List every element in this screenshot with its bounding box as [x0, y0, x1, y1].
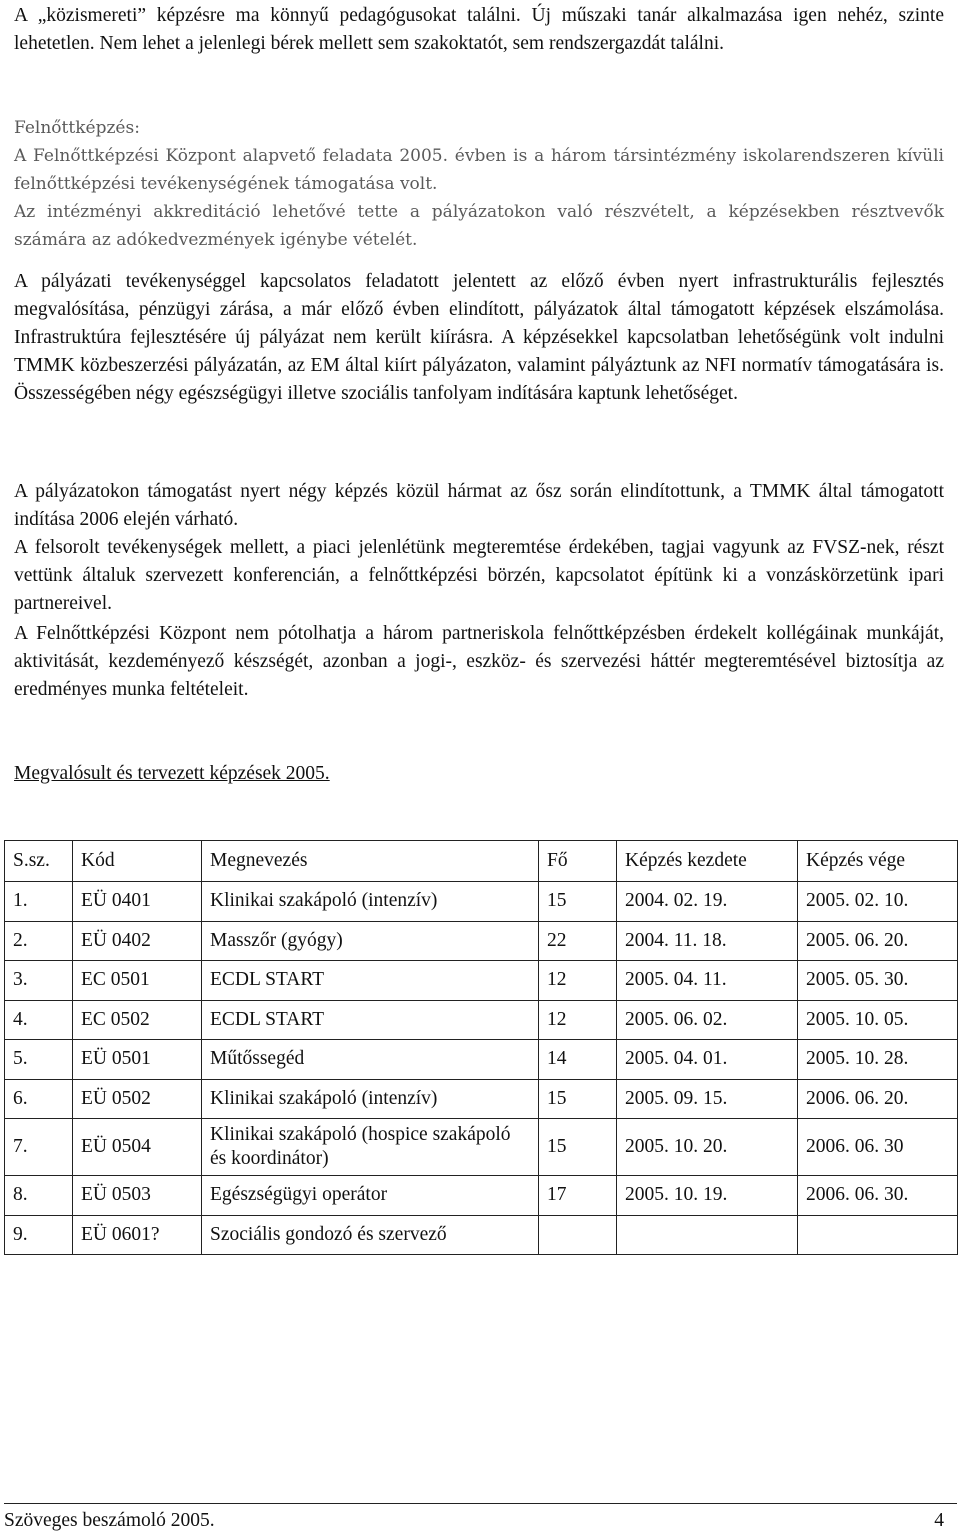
cell-name: Masszőr (gyógy)	[202, 921, 539, 961]
cell-start: 2004. 02. 19.	[617, 882, 798, 922]
paragraph-courses-started: A pályázatokon támogatást nyert négy képzés közül hármat az ősz során elindítottunk, a TMMK által támogatott indítása 2006 elején várható.	[14, 481, 944, 530]
cell-end: 2006. 06. 30.	[798, 1176, 958, 1216]
header-cell-headcount: Fő	[539, 841, 617, 882]
header-cell-name: Megnevezés	[202, 841, 539, 882]
cell-start: 2005. 04. 11.	[617, 961, 798, 1001]
table-row	[5, 961, 958, 1001]
table-row	[5, 1000, 958, 1040]
paragraph-accreditation	[14, 198, 944, 254]
cell-serial: 6.	[5, 1079, 73, 1119]
section-heading-adult-education: Felnőttképzés:	[14, 118, 140, 138]
cell-start: 2005. 10. 20.	[617, 1119, 798, 1176]
table-row	[5, 1119, 958, 1176]
cell-start: 2005. 09. 15.	[617, 1079, 798, 1119]
cell-code: EC 0501	[73, 961, 202, 1001]
header-cell-serial: S.sz.	[5, 841, 73, 882]
cell-code: EÜ 0504	[73, 1119, 202, 1176]
accreditation-text: Az intézményi akkreditáció lehetővé tette a pályázatokon való részvételt, a képzésekben résztvevők számára az adókedvezmények igénybe vételét.	[14, 202, 944, 250]
cell-name: Klinikai szakápoló (hospice szakápoló és koordinátor)	[202, 1119, 539, 1176]
cell-code: EÜ 0601?	[73, 1215, 202, 1255]
table-row	[5, 921, 958, 961]
paragraph-applications: A pályázati tevékenységgel kapcsolatos feladatott jelentett az előző évben nyert infrastrukturális fejlesztés megvalósítása, pénzügyi zárása, a már előző évben elindított, pályázatok által támogatott képzések elszámolása. Infrastruktúra fejlesztésére új pályázat nem került kiírásra. A képzésekkel kapcsolatban lehetőségünk volt indulni TMMK közbeszerzési pályázatán, az EM által kiírt pályázaton, valamint pályáztunk az NFI normatív támogatására is. Összességében négy egészségügyi illetve szociális tanfolyam indítására kaptunk lehetőséget.	[14, 271, 944, 404]
cell-serial: 5.	[5, 1040, 73, 1080]
cell-serial: 9.	[5, 1215, 73, 1255]
cell-serial: 1.	[5, 882, 73, 922]
header-cell-end: Képzés vége	[798, 841, 958, 882]
cell-code: EÜ 0503	[73, 1176, 202, 1216]
cell-start: 2005. 10. 19.	[617, 1176, 798, 1216]
cell-headcount: 17	[539, 1176, 617, 1216]
cell-end: 2005. 10. 28.	[798, 1040, 958, 1080]
cell-headcount: 22	[539, 921, 617, 961]
cell-end: 2005. 06. 20.	[798, 921, 958, 961]
cell-headcount: 15	[539, 1079, 617, 1119]
table-row	[5, 1079, 958, 1119]
cell-start: 2005. 06. 02.	[617, 1000, 798, 1040]
cell-serial: 7.	[5, 1119, 73, 1176]
cell-start	[617, 1215, 798, 1255]
cell-serial: 2.	[5, 921, 73, 961]
cell-end: 2006. 06. 30	[798, 1119, 958, 1176]
paragraph-adult-education-intro: A Felnőttképzési Központ alapvető feladata 2005. évben is a három társintézmény iskolarendszeren kívüli felnőttképzési tevékenységének támogatása volt.	[14, 146, 944, 194]
cell-name: ECDL START	[202, 1000, 539, 1040]
cell-code: EC 0502	[73, 1000, 202, 1040]
cell-name: Egészségügyi operátor	[202, 1176, 539, 1216]
cell-name: Klinikai szakápoló (intenzív)	[202, 882, 539, 922]
cell-serial: 8.	[5, 1176, 73, 1216]
cell-name: Műtőssegéd	[202, 1040, 539, 1080]
paragraph-center-role: A Felnőttképzési Központ nem pótolhatja a három partneriskola felnőttképzésben érdekelt kollégáinak munkáját, aktivitását, kezdeményező készségét, azonban a jogi-, eszköz- és szervezési háttér megteremtésével biztosítja az eredményes munka feltételeit.	[14, 623, 944, 700]
cell-serial: 3.	[5, 961, 73, 1001]
footer-divider	[4, 1503, 957, 1504]
table-row	[5, 882, 958, 922]
courses-table-wrapper	[4, 840, 957, 1255]
cell-end: 2005. 02. 10.	[798, 882, 958, 922]
table-row	[5, 1176, 958, 1216]
cell-end: 2005. 05. 30.	[798, 961, 958, 1001]
cell-start: 2004. 11. 18.	[617, 921, 798, 961]
header-cell-start: Képzés kezdete	[617, 841, 798, 882]
cell-name: Szociális gondozó és szervező	[202, 1215, 539, 1255]
paragraph-market-presence: A felsorolt tevékenységek mellett, a piaci jelenlétünk megteremtése érdekében, tagjai vagyunk az FVSZ-nek, részt vettünk általuk szervezett konferencián, a felnőttképzési börzén, kapcsolatot építünk ki a vonzáskörzetünk ipari partnereivel.	[14, 537, 944, 614]
cell-headcount: 14	[539, 1040, 617, 1080]
cell-headcount: 12	[539, 1000, 617, 1040]
cell-headcount: 12	[539, 961, 617, 1001]
cell-name: ECDL START	[202, 961, 539, 1001]
header-cell-code: Kód	[73, 841, 202, 882]
cell-end	[798, 1215, 958, 1255]
cell-end: 2005. 10. 05.	[798, 1000, 958, 1040]
cell-code: EÜ 0401	[73, 882, 202, 922]
cell-headcount	[539, 1215, 617, 1255]
courses-table	[4, 840, 958, 1255]
table-title: Megvalósult és tervezett képzések 2005.	[14, 763, 330, 784]
cell-end: 2006. 06. 20.	[798, 1079, 958, 1119]
cell-code: EÜ 0501	[73, 1040, 202, 1080]
cell-code: EÜ 0502	[73, 1079, 202, 1119]
cell-code: EÜ 0402	[73, 921, 202, 961]
footer-title: Szöveges beszámoló 2005.	[4, 1510, 215, 1531]
table-row	[5, 1040, 958, 1080]
cell-headcount: 15	[539, 882, 617, 922]
table-header-row	[5, 841, 958, 882]
cell-headcount: 15	[539, 1119, 617, 1176]
table-row	[5, 1215, 958, 1255]
cell-serial: 4.	[5, 1000, 73, 1040]
paragraph-teachers: A „közismereti” képzésre ma könnyű pedagógusokat találni. Új műszaki tanár alkalmazása igen nehéz, szinte lehetetlen. Nem lehet a jelenlegi bérek mellett sem szakoktatót, sem rendszergazdát találni.	[14, 5, 944, 54]
cell-start: 2005. 04. 01.	[617, 1040, 798, 1080]
cell-name: Klinikai szakápoló (intenzív)	[202, 1079, 539, 1119]
page-number: 4	[934, 1510, 944, 1531]
